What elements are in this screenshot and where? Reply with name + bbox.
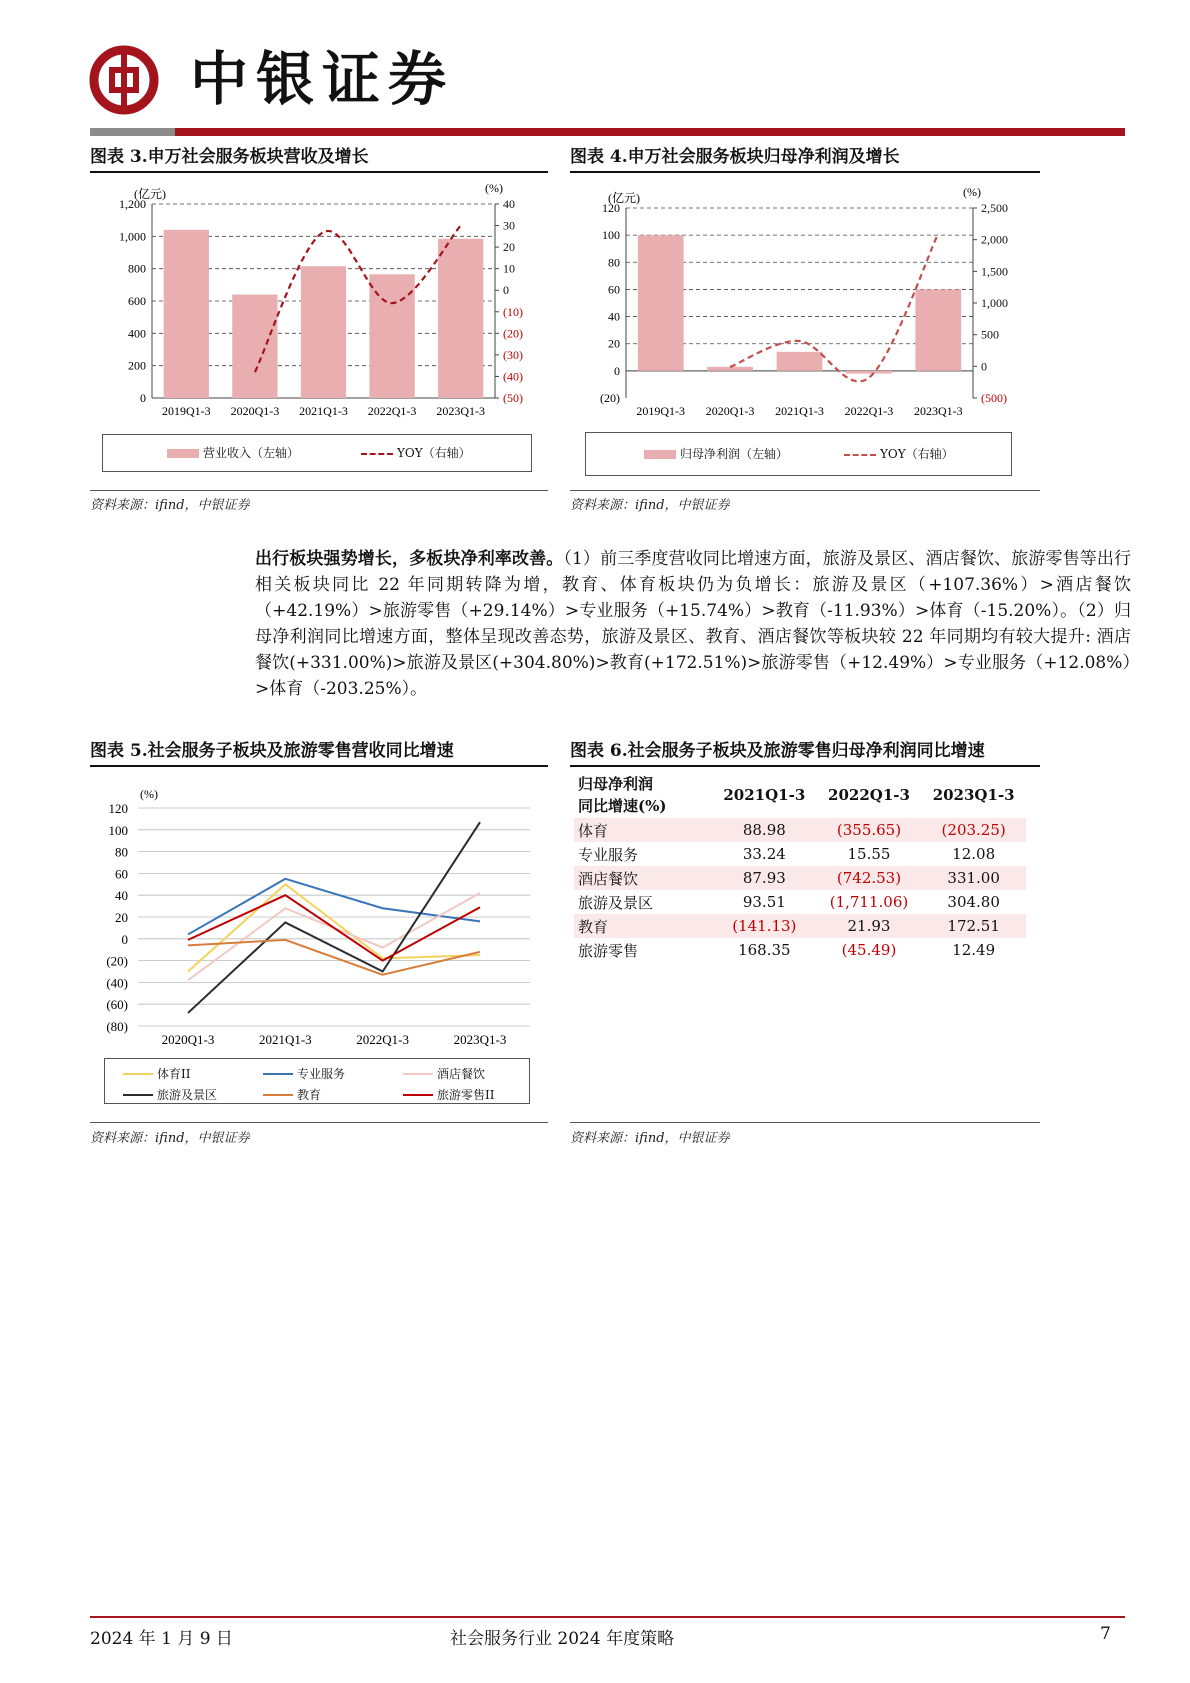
- figure4-title: 图表 4.申万社会服务板块归母净利润及增长: [570, 147, 900, 167]
- legend-swatch: [403, 1073, 433, 1075]
- x-tick-label: 2020Q1-3: [230, 404, 280, 418]
- y-right-tick-label: (10): [503, 304, 523, 319]
- x-tick-label: 2022Q1-3: [367, 404, 417, 418]
- legend-swatch-bar: [644, 450, 676, 459]
- x-tick-label: 2020Q1-3: [705, 404, 755, 418]
- y-right-tick-label: 1,500: [981, 264, 1008, 279]
- x-tick-label: 2021Q1-3: [258, 1032, 312, 1047]
- bar: [777, 352, 823, 371]
- x-tick-label: 2023Q1-3: [436, 404, 486, 418]
- figure6-table: [574, 772, 1026, 962]
- legend-swatch: [123, 1073, 153, 1075]
- y-tick-label: 0: [121, 931, 128, 947]
- table-cell: 168.35: [738, 941, 791, 959]
- y-right-unit: (%): [485, 181, 503, 195]
- bar: [232, 295, 277, 398]
- y-right-tick-label: (50): [503, 391, 523, 405]
- figure3-chart: [90, 176, 548, 436]
- table-row: [574, 818, 1026, 842]
- figure5-source-rule: [90, 1122, 548, 1123]
- legend-label: 教育: [297, 1088, 322, 1102]
- bar: [301, 266, 346, 398]
- legend-label-line: YOY（右轴）: [397, 446, 471, 460]
- header-bar-gray: [90, 128, 175, 136]
- table-cell: (742.53): [836, 869, 902, 887]
- footer-page-number: 7: [1100, 1624, 1111, 1644]
- legend-label: 旅游及景区: [157, 1088, 218, 1102]
- figure5-title-rule: [90, 765, 548, 767]
- table-col-header: 2023Q1-3: [932, 786, 1015, 804]
- table-col-header: 2021Q1-3: [723, 786, 806, 804]
- y-tick-label: (40): [106, 975, 128, 991]
- header-bar-red: [175, 128, 1125, 136]
- table-header-label: [574, 772, 712, 818]
- legend-label: 体育II: [157, 1067, 191, 1081]
- table-cell: 12.08: [952, 845, 996, 863]
- y-right-tick-label: 10: [503, 261, 515, 276]
- figure5-chart: [90, 770, 548, 1060]
- table-cell: 304.80: [947, 893, 1000, 911]
- y-tick-label: 80: [115, 844, 128, 860]
- row-label: 教育: [578, 917, 609, 936]
- y-left-unit: (亿元): [134, 187, 166, 201]
- legend-swatch: [263, 1094, 293, 1096]
- series-line: [188, 893, 480, 980]
- legend-label-line: YOY（右轴）: [880, 447, 954, 461]
- x-tick-label: 2023Q1-3: [913, 404, 963, 418]
- y-left-tick-label: 100: [602, 228, 620, 243]
- x-tick-label: 2021Q1-3: [299, 404, 348, 418]
- table-cell: 331.00: [947, 869, 1000, 887]
- y-right-tick-label: 30: [503, 218, 515, 233]
- y-unit: (%): [140, 787, 158, 801]
- header-logo: [88, 44, 160, 116]
- y-left-tick-label: 1,000: [119, 229, 146, 244]
- figure5-legend: [104, 1058, 530, 1104]
- yoy-line: [730, 233, 938, 381]
- table-row: [574, 842, 1026, 866]
- y-left-tick-label: 400: [128, 326, 146, 341]
- y-tick-label: (80): [106, 1019, 128, 1034]
- table-cell: 88.98: [742, 821, 786, 839]
- header-label-line2: 同比增速(%): [578, 797, 667, 815]
- legend-label-bar: 归母净利润（左轴）: [680, 447, 789, 461]
- bar: [638, 235, 684, 371]
- table-cell: (1,711.06): [829, 893, 909, 911]
- figure3-legend: [102, 434, 532, 472]
- figure3-source: 资料来源：ifind，中银证券: [90, 498, 250, 513]
- y-tick-label: 20: [115, 910, 128, 925]
- x-tick-label: 2022Q1-3: [844, 404, 894, 418]
- figure6-source: 资料来源：ifind，中银证券: [570, 1131, 730, 1146]
- figure4-title-rule: [570, 171, 1040, 173]
- table-row: [574, 890, 1026, 914]
- x-tick-label: 2023Q1-3: [453, 1032, 507, 1047]
- legend-label: 酒店餐饮: [437, 1067, 486, 1081]
- body-paragraph: [255, 546, 1131, 702]
- x-tick-label: 2019Q1-3: [636, 404, 686, 418]
- legend-item: [263, 1084, 321, 1103]
- y-right-tick-label: 20: [503, 240, 515, 255]
- footer-rule: [90, 1616, 1125, 1618]
- figure4-source: 资料来源：ifind，中银证券: [570, 498, 730, 513]
- figure4-chart: [570, 176, 1040, 436]
- y-right-tick-label: 500: [981, 327, 999, 342]
- table-cell: (203.25): [941, 821, 1006, 839]
- y-right-tick-label: 0: [981, 359, 987, 374]
- y-tick-label: 100: [108, 822, 128, 838]
- y-right-tick-label: (30): [503, 347, 523, 362]
- legend-item: [403, 1063, 485, 1082]
- table-cell: 12.49: [952, 941, 996, 959]
- footer-date: 2024 年 1 月 9 日: [90, 1629, 233, 1649]
- bar: [164, 230, 209, 398]
- bar: [846, 371, 892, 374]
- footer-title: 社会服务行业 2024 年度策略: [450, 1629, 675, 1649]
- y-right-tick-label: 1,000: [981, 296, 1008, 310]
- figure4-legend: [585, 432, 1012, 476]
- figure5-source: 资料来源：ifind，中银证券: [90, 1131, 250, 1146]
- y-left-tick-label: 0: [140, 391, 146, 405]
- x-tick-label: 2019Q1-3: [161, 404, 211, 418]
- row-label: 旅游及景区: [578, 893, 654, 912]
- figure6-title-rule: [570, 765, 1040, 767]
- y-left-tick-label: 600: [128, 294, 146, 308]
- table-cell: (355.65): [836, 821, 902, 839]
- row-label: 体育: [578, 821, 609, 840]
- legend-item: [123, 1084, 217, 1103]
- table-row: [574, 938, 1026, 962]
- table-cell: 87.93: [742, 869, 786, 887]
- y-tick-label: 120: [108, 801, 128, 816]
- table-cell: 21.93: [847, 917, 891, 935]
- y-left-tick-label: 60: [608, 282, 620, 297]
- row-label: 旅游零售: [578, 941, 639, 960]
- legend-swatch: [403, 1094, 433, 1096]
- legend-label: 旅游零售II: [437, 1088, 495, 1102]
- y-left-tick-label: 0: [614, 363, 620, 378]
- y-left-tick-label: 40: [608, 309, 620, 324]
- figure6-title: 图表 6.社会服务子板块及旅游零售归母净利润同比增速: [570, 741, 985, 761]
- figure4-source-rule: [570, 490, 1040, 491]
- y-left-tick-label: 20: [608, 336, 620, 351]
- bar: [707, 367, 753, 371]
- y-right-tick-label: (20): [503, 326, 523, 341]
- y-left-tick-label: 80: [608, 255, 620, 270]
- x-tick-label: 2021Q1-3: [775, 404, 824, 418]
- y-right-tick-label: 2,500: [981, 201, 1008, 215]
- header-label-line1: 归母净利润: [578, 775, 654, 793]
- y-right-tick-label: (40): [503, 369, 523, 384]
- legend-item: [263, 1063, 345, 1082]
- figure5-title: 图表 5.社会服务子板块及旅游零售营收同比增速: [90, 741, 454, 761]
- bar: [438, 239, 483, 398]
- figure3-source-rule: [90, 490, 548, 491]
- y-right-tick-label: 0: [503, 283, 509, 298]
- table-cell: (141.13): [732, 917, 797, 935]
- y-right-tick-label: 40: [503, 197, 515, 211]
- legend-swatch: [123, 1094, 153, 1096]
- legend-label: 专业服务: [297, 1067, 346, 1081]
- legend-label-bar: 营业收入（左轴）: [203, 446, 300, 460]
- figure3-title: 图表 3.申万社会服务板块营收及增长: [90, 147, 369, 167]
- y-right-tick-label: 2,000: [981, 232, 1008, 247]
- yoy-line: [255, 226, 461, 373]
- y-tick-label: (20): [106, 953, 128, 969]
- y-left-unit: (亿元): [608, 191, 640, 205]
- y-tick-label: (60): [106, 997, 128, 1013]
- figure3-title-rule: [90, 171, 548, 173]
- y-left-tick-label: 200: [128, 358, 146, 373]
- legend-item: [403, 1084, 494, 1103]
- table-row: [574, 914, 1026, 938]
- legend-swatch-bar: [167, 449, 199, 458]
- y-right-unit: (%): [963, 185, 981, 199]
- bank-of-china-logo-icon: [88, 44, 160, 116]
- y-left-tick-label: 1,200: [119, 197, 146, 211]
- table-cell: 172.51: [947, 917, 1000, 935]
- row-label: 酒店餐饮: [578, 869, 639, 888]
- paragraph-lead: 出行板块强势增长，多板块净利率改善。: [255, 549, 564, 569]
- legend-swatch-line: [844, 454, 876, 456]
- table-cell: 15.55: [847, 845, 891, 863]
- paragraph-body: （1）前三季度营收同比增速方面，旅游及景区、酒店餐饮、旅游零售等出行相关板块同比 22 年同期转降为增，教育、体育板块仍为负增长：旅游及景区（+107.36%）>酒店餐饮（+42.19%）>旅游零售（+29.14%）>专业服务（+15.74%）>教育（-11.93%）>体育（-15.20%）。（2）归母净利润同比增速方面，整体呈现改善态势，旅游及景区、教育、酒店餐饮等板块较 22 年同期均有较大提升: 酒店餐饮(+331.00%)>旅游及景区(+304.80%)>教育(+172.51%)>旅游零售（+12.49%）>专业服务（+12.08%）>体育（-203.25%）。: [255, 549, 1131, 699]
- y-tick-label: 60: [115, 866, 128, 882]
- table-row: [574, 866, 1026, 890]
- y-right-tick-label: (500): [981, 391, 1007, 405]
- figure6-data-table: [574, 772, 1026, 962]
- figure6-source-rule: [570, 1122, 1040, 1123]
- table-cell: (45.49): [841, 941, 897, 959]
- y-left-tick-label: 120: [602, 201, 620, 215]
- legend-swatch: [263, 1073, 293, 1075]
- series-line: [188, 879, 480, 935]
- bar: [915, 289, 961, 370]
- row-label: 专业服务: [578, 845, 639, 864]
- x-tick-label: 2022Q1-3: [356, 1032, 410, 1047]
- table-cell: 33.24: [742, 845, 786, 863]
- series-line: [188, 895, 480, 960]
- y-left-tick-label: 800: [128, 261, 146, 276]
- y-left-tick-label: (20): [600, 391, 620, 405]
- legend-swatch-line: [361, 453, 393, 455]
- legend-item: [123, 1063, 190, 1082]
- table-cell: 93.51: [742, 893, 786, 911]
- brand-name: 中银证券: [190, 45, 455, 113]
- x-tick-label: 2020Q1-3: [161, 1032, 215, 1047]
- y-tick-label: 40: [115, 888, 128, 904]
- table-col-header: 2022Q1-3: [828, 786, 910, 804]
